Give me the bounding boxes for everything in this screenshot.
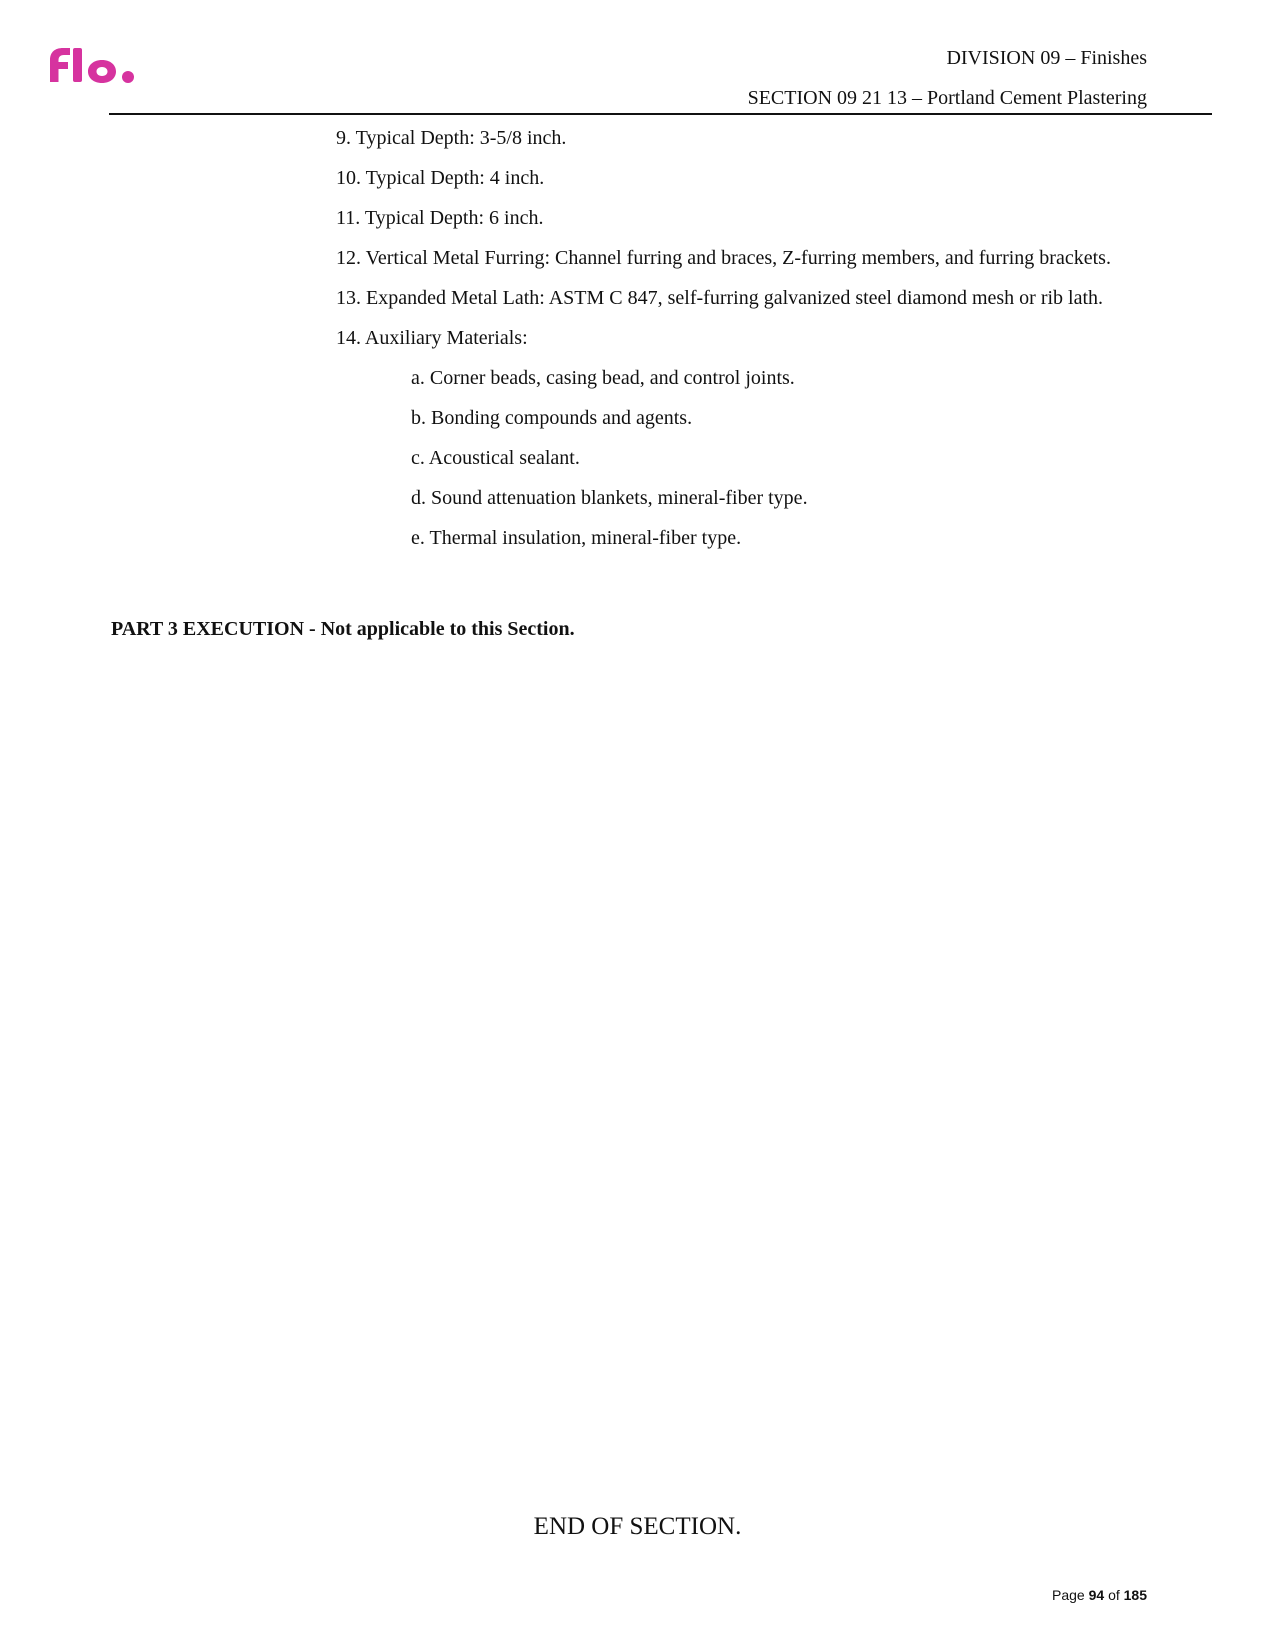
end-of-section: END OF SECTION. xyxy=(533,1513,742,1540)
page-prefix: Page xyxy=(1052,1587,1085,1603)
page-of: of xyxy=(1108,1587,1120,1603)
sub-list-item: c. Acoustical sealant. xyxy=(411,447,580,469)
list-item: 13. Expanded Metal Lath: ASTM C 847, self-furring galvanized steel diamond mesh or rib lath. xyxy=(336,287,1104,309)
sub-list-item: a. Corner beads, casing bead, and control joints. xyxy=(411,367,795,389)
sub-list-item: e. Thermal insulation, mineral-fiber type. xyxy=(411,527,742,549)
page-total: 185 xyxy=(1123,1587,1147,1603)
list-item: 9. Typical Depth: 3-5/8 inch. xyxy=(336,127,567,149)
page-current: 94 xyxy=(1088,1587,1105,1603)
division-title: DIVISION 09 – Finishes xyxy=(946,47,1147,69)
part-3-heading: PART 3 EXECUTION - Not applicable to this Section. xyxy=(111,618,575,640)
page-number xyxy=(1052,1586,1147,1604)
sub-list-item: b. Bonding compounds and agents. xyxy=(411,407,693,429)
flo-logo-icon xyxy=(46,42,146,88)
list-item: 11. Typical Depth: 6 inch. xyxy=(336,207,544,229)
list-item: 12. Vertical Metal Furring: Channel furring and braces, Z-furring members, and furring brackets. xyxy=(336,247,1111,269)
sub-list-item: d. Sound attenuation blankets, mineral-fiber type. xyxy=(411,487,808,509)
list-item: 10. Typical Depth: 4 inch. xyxy=(336,167,545,189)
company-logo xyxy=(46,42,146,88)
section-title: SECTION 09 21 13 – Portland Cement Plastering xyxy=(747,87,1147,109)
list-item: 14. Auxiliary Materials: xyxy=(336,327,528,349)
header-divider xyxy=(109,113,1212,115)
